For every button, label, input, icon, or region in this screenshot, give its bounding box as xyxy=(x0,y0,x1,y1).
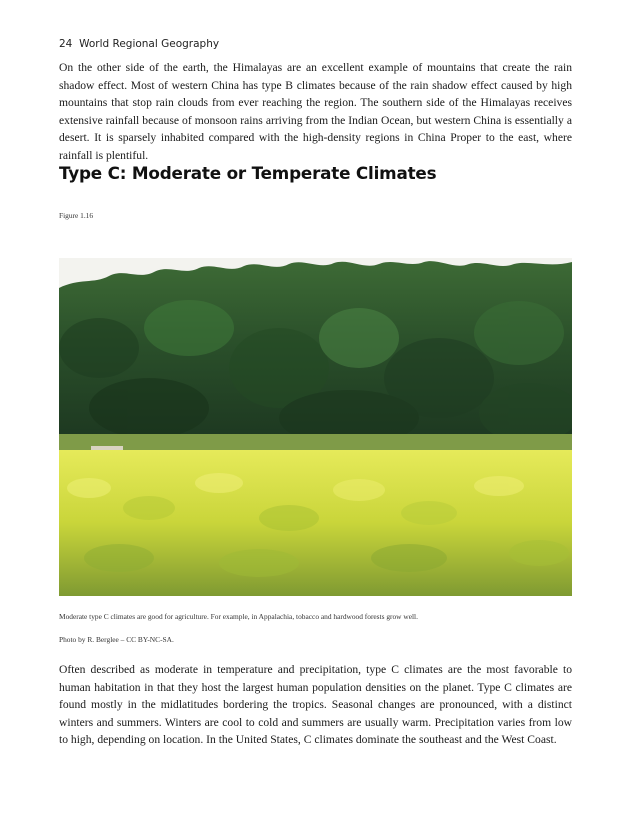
page-number: 24 xyxy=(59,38,73,50)
body-paragraph: Often described as moderate in temperature and precipitation, type C climates are the most favorable to human habitation in that they host the largest human population densities on the planet. Type C climates are found mostly in the midlatitudes bordering the tropics. Seasonal changes are pronounced, with a distinct winters and summers. Winters are cool to cold and summers are usually warm. Precipitation varies from low to high, depending on location. In the United States, C climates dominate the southeast and the West Coast. xyxy=(59,663,572,747)
figure-label: Figure 1.16 xyxy=(59,211,94,220)
intro-paragraph: On the other side of the earth, the Himalayas are an excellent example of mountains that create the rain shadow effect. Most of western China has type B climates because of the rain shadow effect caused by high mountains that stop rain clouds from ever reaching the region. The southern side of the Himalayas receives extensive rainfall because of monsoon rains arriving from the Indian Ocean, but western China is essentially a desert. It is sparsely inhabited compared with the high-density regions in China Proper to the east, where rainfall is plentiful. xyxy=(59,61,572,162)
figure-caption: Moderate type C climates are good for agriculture. For example, in Appalachia, tobacco and hardwood forests grow well. xyxy=(59,612,418,621)
running-header xyxy=(59,38,219,50)
field-shed xyxy=(91,446,123,450)
book-title: World Regional Geography xyxy=(79,38,220,50)
figure-photo xyxy=(59,258,572,596)
section-heading: Type C: Moderate or Temperate Climates xyxy=(59,163,437,183)
figure-credit: Photo by R. Berglee – CC BY-NC-SA. xyxy=(59,635,174,644)
